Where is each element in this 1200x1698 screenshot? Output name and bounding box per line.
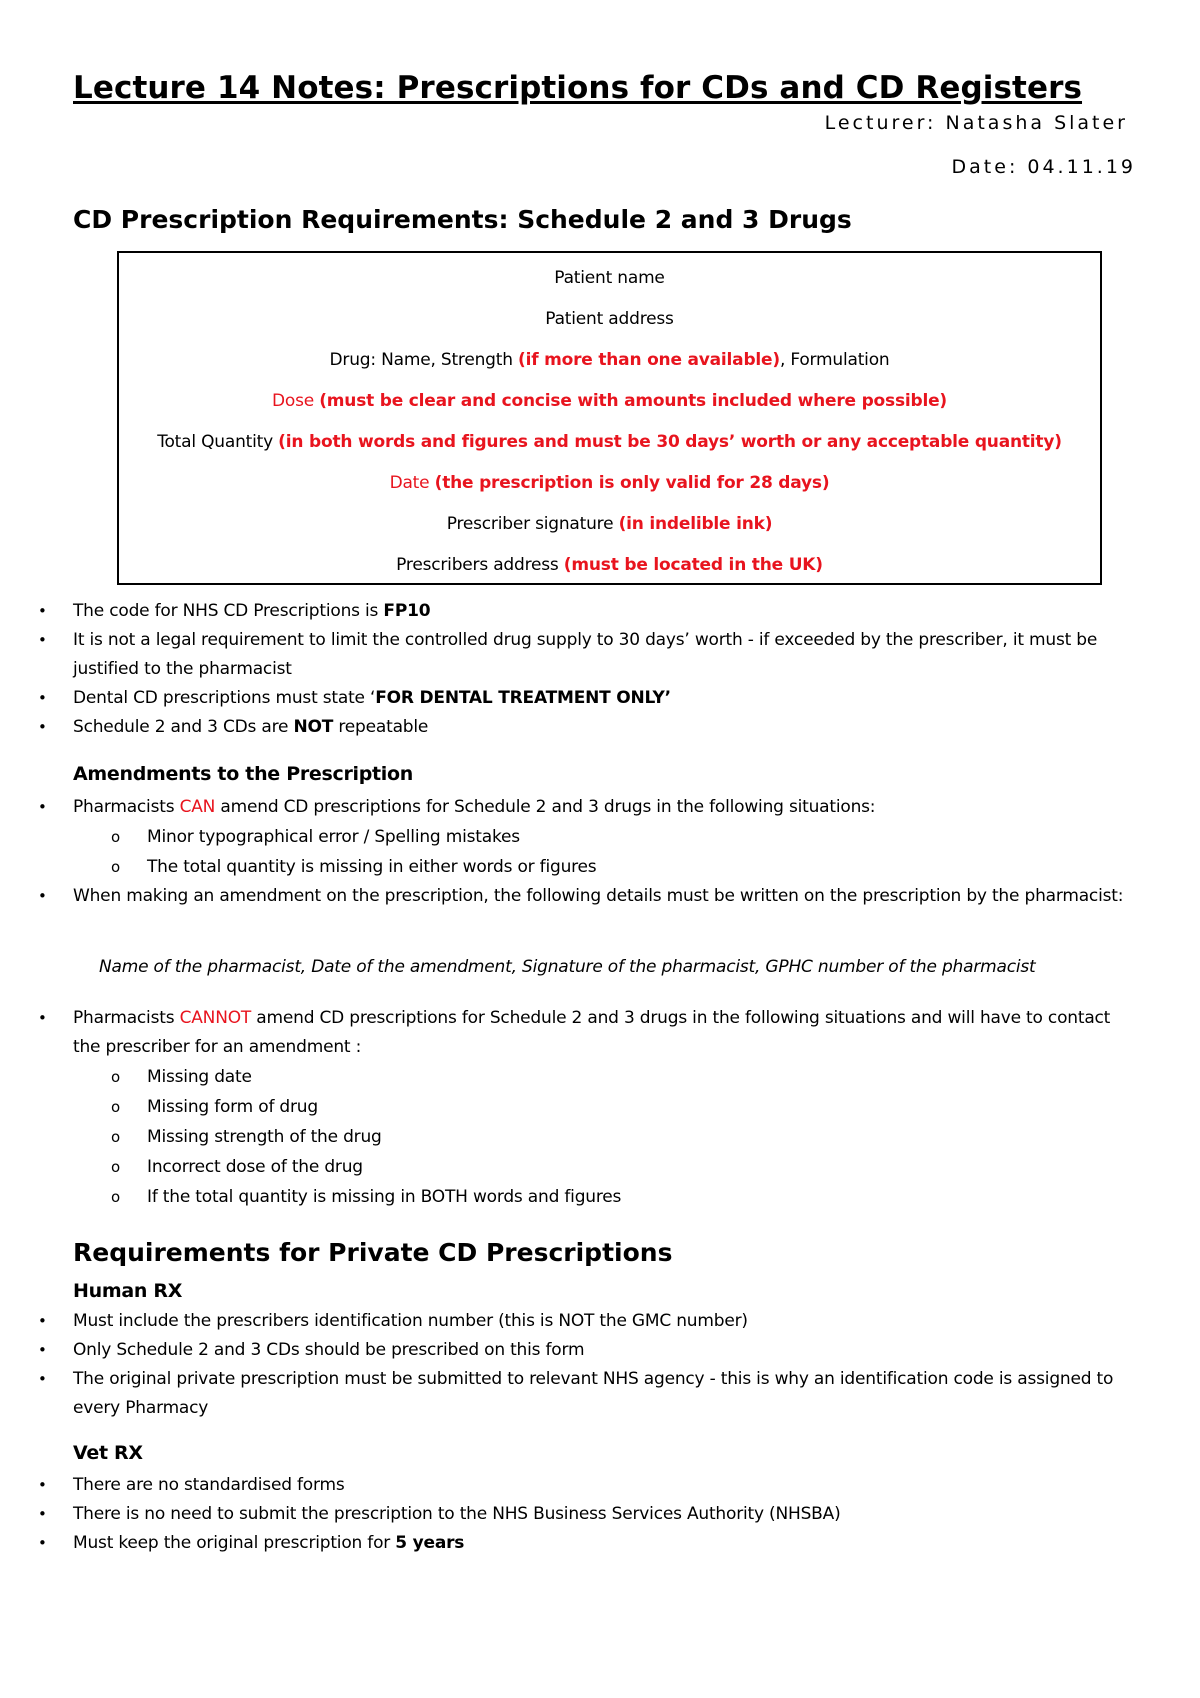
lecturer-line: Lecturer: Natasha Slater — [824, 112, 1128, 134]
bullet-icon: • — [38, 1370, 47, 1388]
human-rx-list — [0, 1307, 1140, 1423]
sub-bullet-icon: o — [111, 1158, 120, 1176]
bullet-icon: • — [38, 718, 47, 736]
bullet-icon: • — [38, 1341, 47, 1359]
list-item: • There are no standardised forms — [0, 1471, 1140, 1500]
requirements-box — [117, 251, 1102, 585]
list-item: • When making an amendment on the prescription, the following details must be written on the prescription by the pharmacist: — [0, 882, 1140, 911]
amendment-details-line: Name of the pharmacist, Date of the amendment, Signature of the pharmacist, GPHC number of the pharmacist — [99, 957, 1036, 977]
section-heading-cd-requirements: CD Prescription Requirements: Schedule 2 and 3 Drugs — [73, 205, 852, 234]
subheading-vet-rx: Vet RX — [73, 1442, 143, 1464]
list-item: • Pharmacists CANNOT amend CD prescriptions for Schedule 2 and 3 drugs in the following situations and will have to contact the prescriber for an amendment : — [0, 1004, 1140, 1062]
list-item: o Minor typographical error / Spelling mistakes — [0, 822, 1140, 852]
amendments-can-list — [0, 793, 1140, 911]
bullet-icon: • — [38, 1476, 47, 1494]
subheading-amendments: Amendments to the Prescription — [73, 763, 414, 785]
list-item: • There is no need to submit the prescription to the NHS Business Services Authority (NHSBA) — [0, 1500, 1140, 1529]
page-title: Lecture 14 Notes: Prescriptions for CDs and CD Registers — [73, 70, 1083, 106]
bullet-icon: • — [38, 1312, 47, 1330]
list-item: o Missing form of drug — [0, 1092, 1140, 1122]
list-item: • Only Schedule 2 and 3 CDs should be prescribed on this form — [0, 1336, 1140, 1365]
bullet-icon: • — [38, 1505, 47, 1523]
requirement-item: Drug: Name, Strength (if more than one available), Formulation — [329, 350, 890, 370]
list-item: o If the total quantity is missing in BOTH words and figures — [0, 1182, 1140, 1212]
subheading-human-rx: Human RX — [73, 1280, 183, 1302]
sub-bullet-icon: o — [111, 1068, 120, 1086]
requirement-item: Date (the prescription is only valid for 28 days) — [389, 473, 830, 493]
list-item: o The total quantity is missing in either words or figures — [0, 852, 1140, 882]
bullet-icon: • — [38, 602, 47, 620]
list-item: o Incorrect dose of the drug — [0, 1152, 1140, 1182]
list-item: o Missing date — [0, 1062, 1140, 1092]
amendments-cannot-list — [0, 1004, 1140, 1212]
list-item: • The original private prescription must be submitted to relevant NHS agency - this is why an identification code is assigned to every Pharmacy — [0, 1365, 1140, 1423]
date-line: Date: 04.11.19 — [951, 156, 1136, 178]
requirement-item: Prescribers address (must be located in the UK) — [396, 555, 823, 575]
bullet-icon: • — [38, 1534, 47, 1552]
list-item: • Must include the prescribers identification number (this is NOT the GMC number) — [0, 1307, 1140, 1336]
list-item: • Must keep the original prescription for 5 years — [0, 1529, 1140, 1558]
sub-bullet-icon: o — [111, 1098, 120, 1116]
sub-bullet-icon: o — [111, 1188, 120, 1206]
requirement-item: Total Quantity (in both words and figures and must be 30 days’ worth or any acceptable quantity) — [157, 432, 1062, 452]
bullet-icon: • — [38, 887, 47, 905]
bullet-icon: • — [38, 798, 47, 816]
list-item: • It is not a legal requirement to limit the controlled drug supply to 30 days’ worth - if exceeded by the prescriber, it must be justified to the pharmacist — [0, 626, 1140, 684]
bullet-icon: • — [38, 631, 47, 649]
vet-rx-list — [0, 1471, 1140, 1558]
requirement-item: Dose (must be clear and concise with amounts included where possible) — [272, 391, 947, 411]
requirement-item: Patient name — [554, 268, 665, 288]
sub-bullet-icon: o — [111, 858, 120, 876]
bullet-icon: • — [38, 1009, 47, 1027]
section-heading-private-cd: Requirements for Private CD Prescriptions — [73, 1238, 673, 1267]
list-item: • Pharmacists CAN amend CD prescriptions for Schedule 2 and 3 drugs in the following situations: — [0, 793, 1140, 822]
requirement-item: Patient address — [545, 309, 674, 329]
list-item: • The code for NHS CD Prescriptions is FP10 — [0, 597, 1140, 626]
requirement-item: Prescriber signature (in indelible ink) — [446, 514, 773, 534]
sub-bullet-icon: o — [111, 828, 120, 846]
sub-bullet-icon: o — [111, 1128, 120, 1146]
list-item: • Schedule 2 and 3 CDs are NOT repeatable — [0, 713, 1140, 742]
list-item: o Missing strength of the drug — [0, 1122, 1140, 1152]
list-item: • Dental CD prescriptions must state ‘FOR DENTAL TREATMENT ONLY’ — [0, 684, 1140, 713]
cd-rx-bullets — [0, 597, 1140, 742]
bullet-icon: • — [38, 689, 47, 707]
